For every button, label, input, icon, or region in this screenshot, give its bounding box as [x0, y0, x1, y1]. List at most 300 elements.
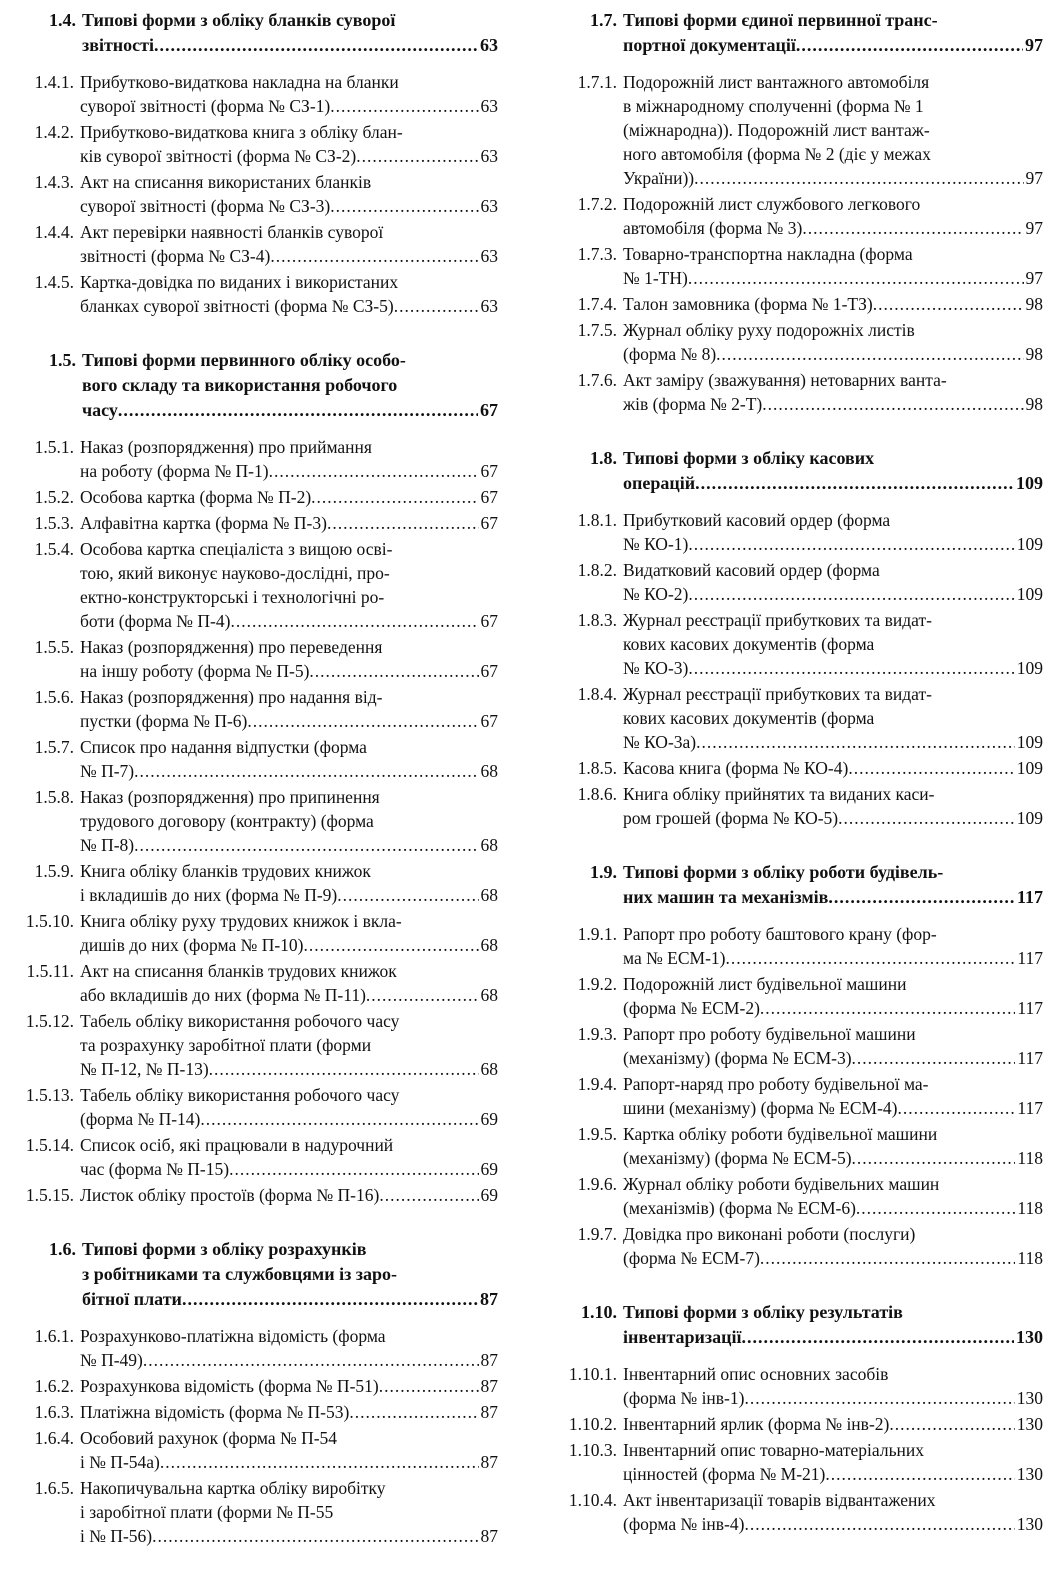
dot-leader: [118, 398, 478, 423]
entry-number: 1.5.12.: [25, 1011, 74, 1031]
last-line: [623, 532, 1043, 556]
text-line: Книга обліку руху трудових книжок і вкла-: [80, 911, 402, 931]
dot-leader: [688, 656, 1014, 680]
text-line: Прибутково-видаткова накладна на бланки: [80, 72, 399, 92]
page-number: 117: [1017, 1098, 1043, 1118]
text-line: України)): [623, 168, 695, 188]
dot-leader: [825, 1462, 1014, 1486]
dot-leader: [695, 471, 1014, 496]
entry-number: 1.9.2.: [577, 974, 617, 994]
entry-text: [80, 70, 498, 118]
entry-text: [623, 860, 1043, 910]
page-number: 67: [480, 513, 498, 533]
text-line: Журнал обліку руху подорожніх листів: [623, 320, 915, 340]
dot-leader: [856, 1196, 1015, 1220]
last-line: [623, 996, 1043, 1020]
text-line: або вкладишів до них (форма № П-11): [80, 985, 366, 1005]
dot-leader: [873, 292, 1024, 316]
dot-leader: [744, 1386, 1014, 1410]
entry-number: 1.9.3.: [577, 1024, 617, 1044]
page-number: 63: [480, 96, 498, 116]
toc-entry: [18, 1400, 498, 1424]
dot-leader: [852, 1046, 1016, 1070]
dot-leader: [889, 1412, 1014, 1436]
page-number: 63: [480, 146, 498, 166]
toc-entry: [18, 735, 498, 783]
last-line: [623, 166, 1043, 190]
last-line: [623, 266, 1043, 290]
text-line: Прибутково-видаткова книга з обліку блан-: [80, 122, 403, 142]
entry-number: 1.7.4.: [577, 294, 617, 314]
toc-section: [555, 8, 1043, 416]
text-line: Рапорт-наряд про роботу будівельної ма-: [623, 1074, 929, 1094]
section-number: 1.9.: [590, 862, 617, 882]
entry-text: [623, 1122, 1043, 1170]
text-line: Алфавітна картка (форма № П-3): [80, 513, 327, 533]
toc-section: [18, 348, 498, 1207]
last-line: [623, 1386, 1043, 1410]
page-number: 117: [1017, 1048, 1043, 1068]
last-line: [80, 459, 498, 483]
last-line: [623, 1512, 1043, 1536]
page-number: 97: [1025, 35, 1043, 55]
toc-entry: [18, 220, 498, 268]
last-line: [623, 946, 1043, 970]
toc-entry: [555, 1438, 1043, 1486]
dot-leader: [143, 1348, 479, 1372]
last-line: [82, 1287, 498, 1312]
page-number: 109: [1016, 534, 1043, 554]
text-line: Особовий рахунок (форма № П-54: [80, 1428, 338, 1448]
section-heading: [555, 8, 1043, 58]
page-number: 87: [480, 1452, 498, 1472]
page-number: 87: [480, 1350, 498, 1370]
last-line: [80, 144, 498, 168]
toc-entry: [18, 70, 498, 118]
text-line: № КО-1): [623, 534, 689, 554]
toc-entry: [18, 1133, 498, 1181]
last-line: [80, 833, 498, 857]
entry-text: [80, 511, 498, 535]
page-number: 98: [1025, 294, 1043, 314]
entry-number: 1.5.2.: [34, 487, 74, 507]
text-line: ного автомобіля (форма № 2 (діє у межах: [623, 144, 931, 164]
page-number: 63: [480, 35, 498, 55]
page-number: 118: [1017, 1198, 1043, 1218]
dot-leader: [848, 756, 1014, 780]
toc-entry: [555, 70, 1043, 190]
entry-text: [80, 785, 498, 857]
text-line: Розрахунково-платіжна відомість (форма: [80, 1326, 386, 1346]
dot-leader: [394, 294, 479, 318]
page-number: 117: [1017, 998, 1043, 1018]
text-line: цінностей (форма № М-21): [623, 1464, 826, 1484]
section-number: 1.4.: [49, 10, 76, 30]
text-line: звітності: [82, 35, 154, 55]
toc-entry: [555, 782, 1043, 830]
text-line: № КО-3): [623, 658, 689, 678]
entry-number: 1.10.3.: [568, 1440, 617, 1460]
last-line: [623, 216, 1043, 240]
page-number: 130: [1016, 1514, 1043, 1534]
page-number: 130: [1016, 1414, 1043, 1434]
entry-text: [623, 192, 1043, 240]
text-line: Розрахункова відомість (форма № П-51): [80, 1376, 379, 1396]
dot-leader: [311, 485, 478, 509]
last-line: [80, 1157, 498, 1181]
last-line: [80, 659, 498, 683]
last-line: [80, 1348, 498, 1372]
toc-entry: [18, 511, 498, 535]
page-number: 63: [480, 196, 498, 216]
entry-number: 1.4.3.: [34, 172, 74, 192]
last-line: [623, 582, 1043, 606]
dot-leader: [209, 1057, 479, 1081]
entry-text: [623, 782, 1043, 830]
text-line: № КО-3а): [623, 732, 697, 752]
text-line: шини (механізму) (форма № ЕСМ-4): [623, 1098, 898, 1118]
entry-text: [623, 8, 1043, 58]
text-line: Книга обліку бланків трудових книжок: [80, 861, 371, 881]
text-line: ків суворої звітності (форма № СЗ-2): [80, 146, 357, 166]
text-line: Акт на списання використаних бланків: [80, 172, 372, 192]
last-line: [80, 1524, 498, 1548]
page-number: 63: [480, 296, 498, 316]
entry-text: [80, 1083, 498, 1131]
page-number: 130: [1016, 1327, 1043, 1347]
last-line: [623, 33, 1043, 58]
text-line: Накопичувальна картка обліку виробітку: [80, 1478, 386, 1498]
text-line: на роботу (форма № П-1): [80, 461, 269, 481]
text-line: боти (форма № П-4): [80, 611, 231, 631]
section-heading: [555, 446, 1043, 496]
text-line: ма № ЕСМ-1): [623, 948, 726, 968]
page-number: 109: [1016, 808, 1043, 828]
entry-text: [82, 348, 498, 423]
entry-text: [82, 1237, 498, 1312]
text-line: Акт на списання бланків трудових книжок: [80, 961, 397, 981]
text-line: Талон замовника (форма № 1-ТЗ): [623, 294, 873, 314]
entry-number: 1.8.4.: [577, 684, 617, 704]
toc-entry: [555, 1022, 1043, 1070]
dot-leader: [898, 1096, 1016, 1120]
entry-text: [80, 1476, 498, 1548]
text-line: Акт інвентаризації товарів відвантажених: [623, 1490, 936, 1510]
toc-section: [555, 860, 1043, 1270]
page-number: 87: [480, 1402, 498, 1422]
last-line: [623, 730, 1043, 754]
dot-leader: [134, 759, 478, 783]
text-line: Платіжна відомість (форма № П-53): [80, 1402, 350, 1422]
dot-leader: [366, 983, 479, 1007]
text-line: Рапорт про роботу баштового крану (фор-: [623, 924, 937, 944]
text-line: (механізмів) (форма № ЕСМ-6): [623, 1198, 856, 1218]
page-number: 109: [1016, 658, 1043, 678]
text-line: Типові форми первинного обліку особо-: [82, 350, 406, 370]
text-line: (механізму) (форма № ЕСМ-3): [623, 1048, 852, 1068]
entry-text: [80, 1009, 498, 1081]
text-line: жів (форма № 2-Т): [623, 394, 763, 414]
page-number: 68: [480, 835, 498, 855]
text-line: тою, який виконує науково-дослідні, про-: [80, 563, 390, 583]
toc-entry: [555, 292, 1043, 316]
last-line: [80, 759, 498, 783]
toc-entry: [555, 972, 1043, 1020]
text-line: (форма № П-14): [80, 1109, 201, 1129]
text-line: (форма № інв-4): [623, 1514, 745, 1534]
toc-entry: [18, 485, 498, 509]
page-number: 67: [480, 461, 498, 481]
text-line: операцій: [623, 473, 696, 493]
dot-leader: [852, 1146, 1016, 1170]
dot-leader: [229, 1157, 478, 1181]
page-number: 117: [1017, 948, 1043, 968]
text-line: № П-7): [80, 761, 135, 781]
text-line: Особова картка спеціаліста з вищою осві-: [80, 539, 393, 559]
toc-entry: [18, 435, 498, 483]
text-line: Довідка про виконані роботи (послуги): [623, 1224, 916, 1244]
entry-number: 1.5.3.: [34, 513, 74, 533]
entry-number: 1.5.7.: [34, 737, 74, 757]
toc-section: [18, 8, 498, 318]
dot-leader: [154, 33, 478, 58]
entry-text: [80, 220, 498, 268]
text-line: Наказ (розпорядження) про переведення: [80, 637, 383, 657]
last-line: [80, 983, 498, 1007]
toc-entry: [18, 785, 498, 857]
entry-number: 1.5.4.: [34, 539, 74, 559]
text-line: № 1-ТН): [623, 268, 688, 288]
entry-text: [623, 1488, 1043, 1536]
entry-number: 1.8.1.: [577, 510, 617, 530]
dot-leader: [269, 459, 479, 483]
toc-entry: [555, 608, 1043, 680]
entry-number: 1.4.4.: [34, 222, 74, 242]
entry-text: [80, 1183, 498, 1207]
page-number: 109: [1016, 758, 1043, 778]
toc-entry: [18, 1476, 498, 1548]
text-line: (механізму) (форма № ЕСМ-5): [623, 1148, 852, 1168]
section-heading: [555, 1300, 1043, 1350]
last-line: [623, 1412, 1043, 1436]
entry-text: [623, 318, 1043, 366]
last-line: [80, 194, 498, 218]
toc-entry: [555, 756, 1043, 780]
toc-entry: [555, 318, 1043, 366]
last-line: [80, 485, 498, 509]
text-line: інвентаризації: [623, 1327, 742, 1347]
last-line: [80, 883, 498, 907]
text-line: ектно-конструкторські і технологічні ро-: [80, 587, 385, 607]
entry-text: [80, 270, 498, 318]
last-line: [623, 1246, 1043, 1270]
text-line: Подорожній лист вантажного автомобіля: [623, 72, 930, 92]
section-number: 1.5.: [49, 350, 76, 370]
entry-text: [623, 558, 1043, 606]
page-number: 109: [1016, 473, 1043, 493]
entry-text: [623, 70, 1043, 190]
text-line: Табель обліку використання робочого часу: [80, 1011, 400, 1031]
text-line: Інвентарний ярлик (форма № інв-2): [623, 1414, 890, 1434]
page-number: 97: [1025, 268, 1043, 288]
dot-leader: [694, 166, 1023, 190]
toc-entry: [18, 909, 498, 957]
text-line: кових касових документів (форма: [623, 708, 875, 728]
toc-entry: [555, 1072, 1043, 1120]
text-line: Типові форми з обліку бланків суворої: [82, 10, 396, 30]
dot-leader: [309, 659, 478, 683]
entry-text: [623, 292, 1043, 316]
toc-entry: [18, 859, 498, 907]
dot-leader: [379, 1183, 478, 1207]
last-line: [80, 511, 498, 535]
text-line: Акт заміру (зважування) нетоварних ванта-: [623, 370, 947, 390]
last-line: [80, 94, 498, 118]
toc-entry: [18, 537, 498, 633]
text-line: Наказ (розпорядження) про приймання: [80, 437, 372, 457]
dot-leader: [744, 1512, 1014, 1536]
text-line: Рапорт про роботу будівельної машини: [623, 1024, 916, 1044]
text-line: в міжнародному сполученні (форма № 1: [623, 96, 924, 116]
text-line: Наказ (розпорядження) про припинення: [80, 787, 380, 807]
dot-leader: [134, 833, 478, 857]
section-number: 1.10.: [581, 1302, 617, 1322]
page-number: 69: [480, 1109, 498, 1129]
text-line: трудового договору (контракту) (форма: [80, 811, 374, 831]
page-number: 118: [1017, 1148, 1043, 1168]
dot-leader: [330, 94, 478, 118]
page-number: 69: [480, 1159, 498, 1179]
dot-leader: [200, 1107, 478, 1131]
dot-leader: [796, 33, 1023, 58]
entry-text: [80, 1400, 498, 1424]
last-line: [80, 709, 498, 733]
text-line: Акт перевірки наявності бланків суворої: [80, 222, 384, 242]
text-line: час (форма № П-15): [80, 1159, 230, 1179]
toc-entry: [18, 1009, 498, 1081]
page-number: 67: [480, 611, 498, 631]
entry-text: [623, 608, 1043, 680]
entry-number: 1.9.6.: [577, 1174, 617, 1194]
dot-leader: [696, 730, 1015, 754]
toc-entry: [555, 682, 1043, 754]
page-number: 68: [480, 761, 498, 781]
entry-number: 1.5.5.: [34, 637, 74, 657]
section-number: 1.6.: [49, 1239, 76, 1259]
page-number: 98: [1025, 344, 1043, 364]
entry-text: [623, 1300, 1043, 1350]
dot-leader: [247, 709, 478, 733]
dot-leader: [760, 996, 1015, 1020]
entry-number: 1.7.6.: [577, 370, 617, 390]
text-line: Типові форми з обліку касових: [623, 448, 875, 468]
dot-leader: [356, 144, 478, 168]
dot-leader: [182, 1287, 478, 1312]
section-number: 1.7.: [590, 10, 617, 30]
last-line: [623, 392, 1043, 416]
text-line: суворої звітності (форма № СЗ-1): [80, 96, 331, 116]
page-number: 68: [480, 985, 498, 1005]
text-line: (міжнародна)). Подорожній лист вантаж-: [623, 120, 930, 140]
page-number: 67: [480, 711, 498, 731]
entry-text: [623, 446, 1043, 496]
text-line: № П-49): [80, 1350, 143, 1370]
last-line: [80, 1374, 498, 1398]
toc-entry: [555, 1222, 1043, 1270]
text-line: № П-8): [80, 835, 135, 855]
entry-text: [623, 242, 1043, 290]
entry-number: 1.7.5.: [577, 320, 617, 340]
page-number: 109: [1016, 584, 1043, 604]
entry-number: 1.6.4.: [34, 1428, 74, 1448]
entry-text: [623, 1438, 1043, 1486]
dot-leader: [230, 609, 478, 633]
entry-number: 1.6.2.: [34, 1376, 74, 1396]
entry-number: 1.5.1.: [34, 437, 74, 457]
text-line: і № П-54а): [80, 1452, 160, 1472]
section-heading: [18, 1237, 498, 1312]
toc-section: [555, 1300, 1043, 1536]
page-number: 130: [1016, 1464, 1043, 1484]
dot-leader: [304, 933, 479, 957]
entry-text: [623, 368, 1043, 416]
page-number: 98: [1025, 394, 1043, 414]
entry-text: [623, 972, 1043, 1020]
dot-leader: [760, 1246, 1015, 1270]
toc-entry: [18, 1324, 498, 1372]
page-number: 97: [1025, 218, 1043, 238]
toc-entry: [555, 558, 1043, 606]
last-line: [623, 471, 1043, 496]
entry-text: [623, 1172, 1043, 1220]
page-number: 69: [480, 1185, 498, 1205]
text-line: них машин та механізмів: [623, 887, 829, 907]
text-line: Типові форми з обліку роботи будівель-: [623, 862, 944, 882]
section-heading: [18, 348, 498, 423]
last-line: [80, 1107, 498, 1131]
toc-entry: [18, 1426, 498, 1474]
last-line: [82, 398, 498, 423]
entry-number: 1.6.3.: [34, 1402, 74, 1422]
dot-leader: [802, 216, 1023, 240]
entry-text: [80, 170, 498, 218]
entry-text: [80, 1133, 498, 1181]
text-line: Видатковий касовий ордер (форма: [623, 560, 880, 580]
last-line: [623, 1196, 1043, 1220]
text-line: Подорожній лист службового легкового: [623, 194, 921, 214]
toc-entry: [18, 1374, 498, 1398]
page-number: 68: [480, 885, 498, 905]
text-line: Інвентарний опис основних засобів: [623, 1364, 889, 1384]
last-line: [80, 1400, 498, 1424]
text-line: Прибутковий касовий ордер (форма: [623, 510, 891, 530]
text-line: і № П-56): [80, 1526, 153, 1546]
entry-text: [623, 1222, 1043, 1270]
text-line: суворої звітності (форма № СЗ-3): [80, 196, 331, 216]
page-number: 97: [1025, 168, 1043, 188]
toc-section: [18, 1237, 498, 1548]
last-line: [82, 33, 498, 58]
dot-leader: [838, 806, 1015, 830]
entry-number: 1.9.1.: [577, 924, 617, 944]
text-line: Типові форми з обліку результатів: [623, 1302, 903, 1322]
entry-text: [80, 485, 498, 509]
last-line: [623, 1462, 1043, 1486]
entry-number: 1.5.11.: [26, 961, 74, 981]
entry-number: 1.8.3.: [577, 610, 617, 630]
page-number: 109: [1016, 732, 1043, 752]
text-line: Картка-довідка по виданих і використаних: [80, 272, 399, 292]
